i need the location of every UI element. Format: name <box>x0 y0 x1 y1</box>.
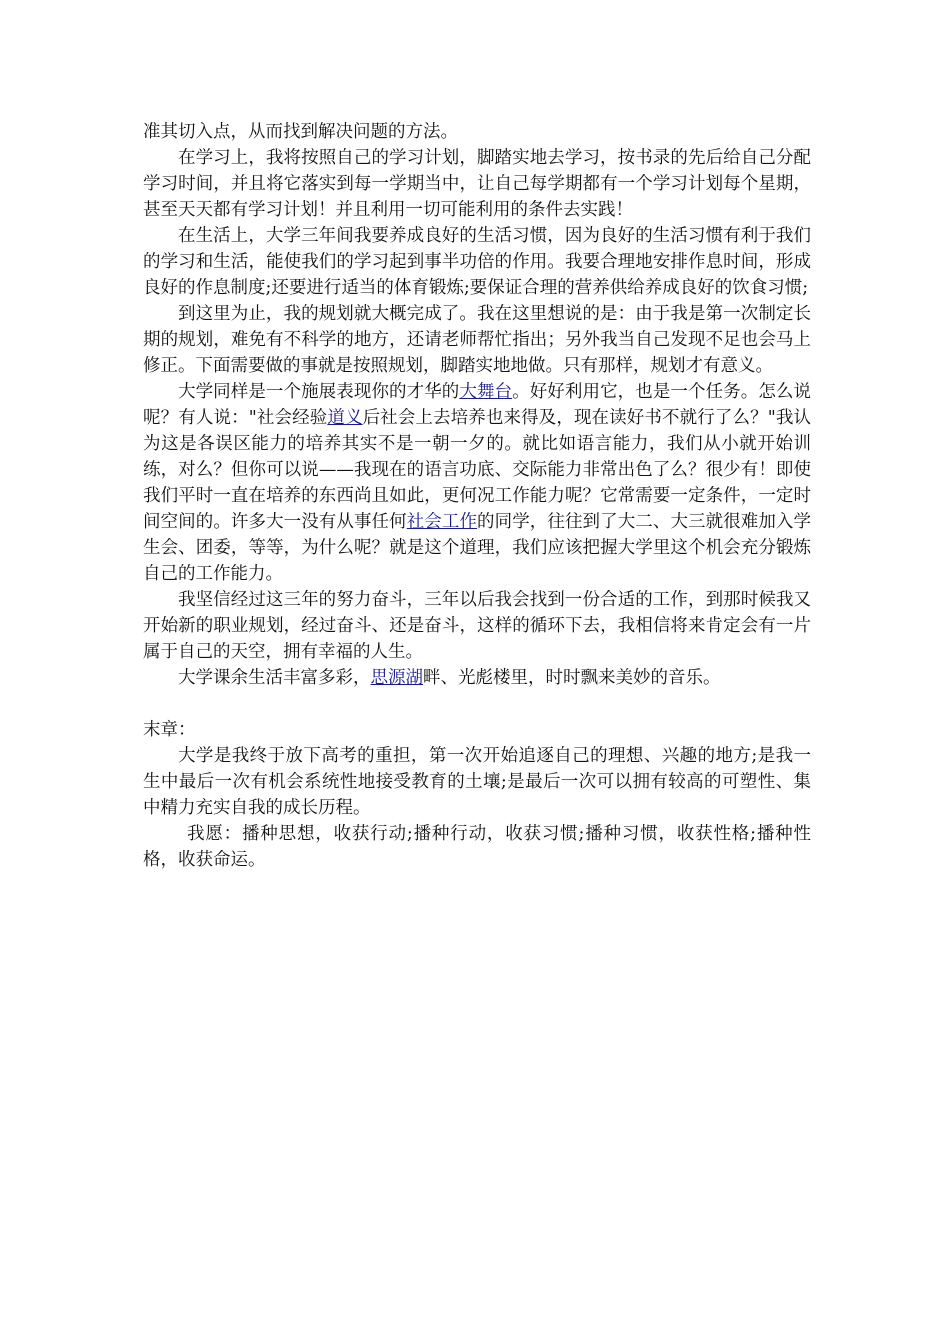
paragraph-campus-life <box>143 665 811 691</box>
section-heading-final-chapter: 末章： <box>143 720 196 740</box>
blank-line <box>143 691 811 717</box>
paragraph-intro-fragment: 准其切入点，从而找到解决问题的方法。 <box>143 122 458 142</box>
text-segment: 的同学，往往到了大二、大三就很难加入学生会、团委，等等，为什么呢？就是这个道理，我们应该把握大学里这个机会充分锻炼自己的工作能力。 <box>143 512 812 584</box>
paragraph-plan-summary: 到这里为止，我的规划就大概完成了。我在这里想说的是：由于我是第一次制定长期的规划，难免有不科学的地方，还请老师帮忙指出；另外我当自己发现不足也会马上修正。下面需要做的事就是按照规划，脚踏实地地做。只有那样，规划才有意义。 <box>143 304 811 376</box>
link-morality[interactable]: 道义 <box>327 408 363 428</box>
paragraph-life-habits: 在生活上，大学三年间我要养成良好的生活习惯，因为良好的生活习惯有利于我们的学习和生活，能使我们的学习起到事半功倍的作用。我要合理地安排作息时间，形成良好的作息制度;还要进行适当的体育锻炼;要保证合理的营养供给养成良好的饮食习惯; <box>143 226 811 298</box>
text-segment: 后社会上去培养也来得及，现在读好书不就行了么？"我认为这是各误区能力的培养其实不是一朝一夕的。就比如语言能力，我们从小就开始训练，对么？但你可以说——我现在的语言功底、交际能力非常出色了么？很少有！即使我们平时一直在培养的东西尚且如此，更何况工作能力呢？它常需要一定条件，一定时间空间的。许多大一没有从事任何 <box>143 408 811 532</box>
text-segment: 畔、光彪楼里，时时飘来美妙的音乐。 <box>423 668 721 688</box>
link-social-work[interactable]: 社会工作 <box>406 512 478 532</box>
link-siyuan-lake[interactable]: 思源湖 <box>370 668 423 688</box>
paragraph-study-plan: 在学习上，我将按照自己的学习计划，脚踏实地去学习，按书录的先后给自己分配学习时间，并且将它落实到每一学期当中，让自己每学期都有一个学习计划每个星期，甚至天天都有学习计划！并且利用一切可能利用的条件去实践！ <box>143 148 811 220</box>
paragraph-university-meaning: 大学是我终于放下高考的重担，第一次开始追逐自己的理想、兴趣的地方;是我一生中最后一次有机会系统性地接受教育的土壤;是最后一次可以拥有较高的可塑性、集中精力充实自我的成长历程。 <box>143 746 811 818</box>
paragraph-future-belief: 我坚信经过这三年的努力奋斗，三年以后我会找到一份合适的工作，到那时候我又开始新的职业规划，经过奋斗、还是奋斗，这样的循环下去，我相信将来肯定会有一片属于自己的天空，拥有幸福的人生。 <box>143 590 811 662</box>
text-segment: 大学课余生活丰富多彩， <box>178 668 371 688</box>
text-segment: 大学同样是一个施展表现你的才华的 <box>178 382 460 402</box>
text-segment: 。好好利用它，也是一个任务。怎么说呢？有人说："社会经验 <box>143 382 812 428</box>
document-body <box>143 119 811 873</box>
paragraph-stage <box>143 379 811 587</box>
paragraph-wish: 我愿：播种思想，收获行动;播种行动，收获习惯;播种习惯，收获性格;播种性格，收获命运。 <box>143 824 811 870</box>
link-big-stage[interactable]: 大舞台 <box>459 382 513 402</box>
